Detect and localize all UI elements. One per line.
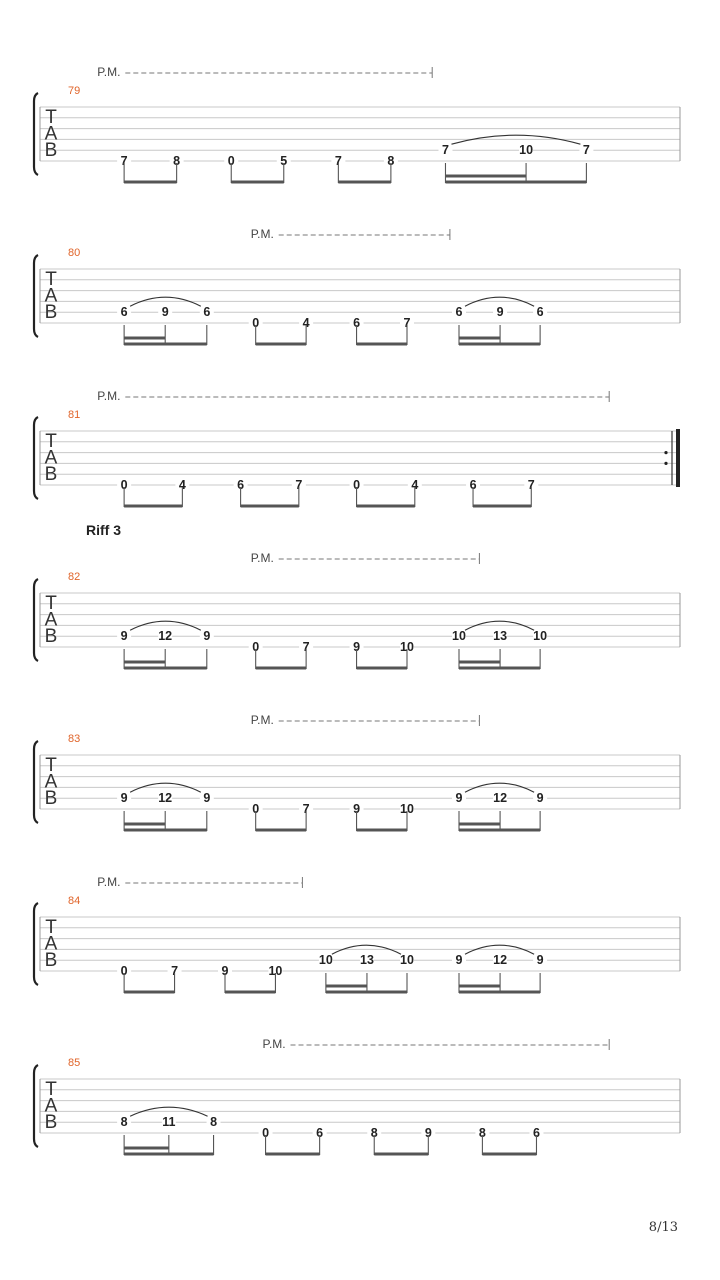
tab-clef-letter: B — [44, 302, 58, 323]
beam — [459, 829, 540, 832]
fret-number: 0 — [262, 1126, 270, 1140]
tab-clef-letter: B — [44, 1112, 58, 1133]
fret-number: 8 — [478, 1126, 486, 1140]
section-label: Riff 3 — [86, 522, 121, 538]
fret-number: 10 — [452, 629, 466, 644]
fret-number: 0 — [227, 154, 235, 168]
beam-secondary — [459, 985, 500, 988]
palm-mute-label: P.M. — [262, 1037, 286, 1051]
fret-number: 8 — [120, 1115, 128, 1130]
fret-number: 6 — [203, 305, 211, 320]
fret-number: 0 — [120, 964, 128, 978]
beam-secondary — [459, 661, 500, 664]
tab-clef-letter: T — [45, 755, 57, 776]
beam — [357, 505, 415, 508]
beam — [124, 181, 177, 184]
palm-mute-label: P.M. — [250, 713, 274, 727]
fret-number: 6 — [536, 305, 544, 320]
measure-number: 83 — [68, 733, 81, 745]
fret-number: 9 — [496, 305, 504, 320]
repeat-barline-thick — [676, 429, 680, 487]
tab-clef-letter: T — [45, 917, 57, 938]
fret-number: 9 — [120, 791, 128, 806]
measure-number: 82 — [68, 571, 81, 583]
fret-number: 7 — [527, 478, 535, 492]
fret-number: 9 — [455, 953, 463, 968]
beam — [445, 181, 586, 184]
beam — [338, 181, 391, 184]
beam — [357, 829, 407, 832]
repeat-dot — [664, 451, 667, 454]
fret-number: 9 — [455, 791, 463, 806]
fret-number: 9 — [353, 802, 361, 816]
beam-secondary — [326, 985, 367, 988]
fret-number: 7 — [582, 143, 590, 158]
measure-number: 81 — [68, 409, 81, 421]
fret-number: 6 — [120, 305, 128, 320]
fret-number: 7 — [442, 143, 449, 158]
page-number: 8/13 — [648, 1220, 678, 1235]
fret-number: 9 — [203, 629, 211, 644]
tab-clef-letter: A — [44, 609, 58, 631]
system-79 — [34, 65, 680, 184]
fret-number: 4 — [302, 316, 310, 330]
staff-bracket — [34, 1065, 38, 1147]
beam-secondary — [459, 337, 500, 340]
fret-number: 6 — [469, 478, 477, 492]
beam — [256, 343, 306, 346]
beam-secondary — [124, 661, 165, 664]
beam — [326, 991, 407, 994]
repeat-dot — [664, 462, 667, 465]
measure-number: 80 — [68, 247, 81, 259]
system-83 — [34, 713, 680, 832]
beam — [459, 991, 540, 994]
tab-clef-letter: T — [45, 269, 57, 290]
fret-number: 0 — [252, 316, 260, 330]
palm-mute-label: P.M. — [97, 65, 121, 79]
staff-bracket — [34, 903, 38, 985]
tab-clef-letter: A — [44, 285, 58, 307]
beam — [374, 1153, 428, 1156]
beam — [124, 343, 207, 346]
tab-clef-letter: T — [45, 431, 57, 452]
beam — [124, 829, 207, 832]
staff-bracket — [34, 255, 38, 337]
tab-clef-letter: B — [44, 464, 58, 485]
fret-number: 9 — [161, 305, 169, 320]
system-80 — [34, 227, 680, 346]
fret-number: 9 — [536, 953, 544, 968]
tab-clef-letter: B — [44, 788, 58, 809]
beam — [124, 1153, 213, 1156]
tab-clef-letter: A — [44, 123, 58, 145]
fret-number: 0 — [120, 478, 128, 492]
fret-number: 10 — [519, 143, 534, 158]
fret-number: 7 — [120, 154, 128, 168]
beam — [256, 667, 306, 670]
fret-number: 7 — [302, 640, 310, 654]
beam — [482, 1153, 536, 1156]
fret-number: 7 — [403, 316, 411, 330]
fret-number: 12 — [158, 791, 173, 806]
fret-number: 11 — [162, 1115, 176, 1130]
tab-clef-letter: B — [44, 626, 58, 647]
system-81 — [34, 389, 680, 508]
staff-bracket — [34, 93, 38, 175]
beam — [256, 829, 306, 832]
beam — [225, 991, 275, 994]
fret-number: 9 — [424, 1126, 432, 1140]
tab-clef-letter: B — [44, 140, 58, 161]
staff-bracket — [34, 417, 38, 499]
palm-mute-label: P.M. — [97, 389, 121, 403]
system-85 — [34, 1037, 680, 1156]
beam — [124, 667, 207, 670]
tab-clef-letter: A — [44, 933, 58, 955]
fret-number: 13 — [493, 629, 508, 644]
fret-number: 12 — [158, 629, 173, 644]
system-82 — [34, 522, 680, 670]
fret-number: 5 — [280, 154, 288, 168]
fret-number: 12 — [493, 953, 508, 968]
fret-number: 9 — [221, 964, 229, 978]
tab-clef-letter: A — [44, 771, 58, 793]
fret-number: 9 — [353, 640, 361, 654]
fret-number: 6 — [237, 478, 245, 492]
tab-clef-letter: A — [44, 447, 58, 469]
tab-clef-letter: T — [45, 593, 57, 614]
beam — [357, 343, 407, 346]
beam — [124, 991, 174, 994]
beam — [459, 343, 540, 346]
fret-number: 6 — [316, 1126, 324, 1140]
beam — [459, 667, 540, 670]
fret-number: 10 — [400, 953, 414, 968]
tab-clef-letter: T — [45, 1079, 57, 1100]
fret-number: 0 — [252, 802, 260, 816]
fret-number: 8 — [387, 154, 395, 168]
fret-number: 6 — [455, 305, 463, 320]
beam — [357, 667, 407, 670]
measure-number: 79 — [68, 85, 81, 97]
system-84 — [34, 875, 680, 994]
beam — [241, 505, 299, 508]
measure-number: 84 — [68, 895, 81, 907]
fret-number: 13 — [360, 953, 374, 968]
fret-number: 10 — [318, 953, 333, 968]
fret-number: 7 — [295, 478, 303, 492]
fret-number: 10 — [268, 964, 283, 978]
fret-number: 8 — [173, 154, 181, 168]
fret-number: 7 — [302, 802, 310, 816]
fret-number: 9 — [203, 791, 211, 806]
fret-number: 6 — [533, 1126, 540, 1140]
staff-bracket — [34, 741, 38, 823]
fret-number: 6 — [353, 316, 361, 330]
beam-secondary — [124, 337, 165, 340]
fret-number: 12 — [493, 791, 508, 806]
fret-number: 7 — [334, 154, 342, 168]
fret-number: 10 — [400, 802, 414, 816]
beam — [231, 181, 284, 184]
fret-number: 4 — [178, 478, 186, 492]
fret-number: 4 — [411, 478, 419, 492]
staff-bracket — [34, 579, 38, 661]
fret-number: 0 — [353, 478, 361, 492]
fret-number: 7 — [171, 964, 179, 978]
beam — [124, 505, 182, 508]
beam-secondary — [124, 823, 165, 826]
beam — [266, 1153, 320, 1156]
beam — [473, 505, 531, 508]
tab-clef-letter: T — [45, 107, 57, 128]
fret-number: 8 — [210, 1115, 218, 1130]
fret-number: 0 — [252, 640, 260, 654]
beam-secondary — [445, 175, 526, 178]
fret-number: 9 — [120, 629, 128, 644]
fret-number: 10 — [533, 629, 548, 644]
beam-secondary — [459, 823, 500, 826]
palm-mute-label: P.M. — [250, 551, 274, 565]
palm-mute-label: P.M. — [97, 875, 121, 889]
tab-clef-letter: B — [44, 950, 58, 971]
measure-number: 85 — [68, 1057, 81, 1069]
fret-number: 10 — [400, 640, 414, 654]
tab-clef-letter: A — [44, 1095, 58, 1117]
palm-mute-label: P.M. — [250, 227, 274, 241]
fret-number: 8 — [370, 1126, 378, 1140]
fret-number: 9 — [536, 791, 544, 806]
beam-secondary — [124, 1147, 169, 1150]
